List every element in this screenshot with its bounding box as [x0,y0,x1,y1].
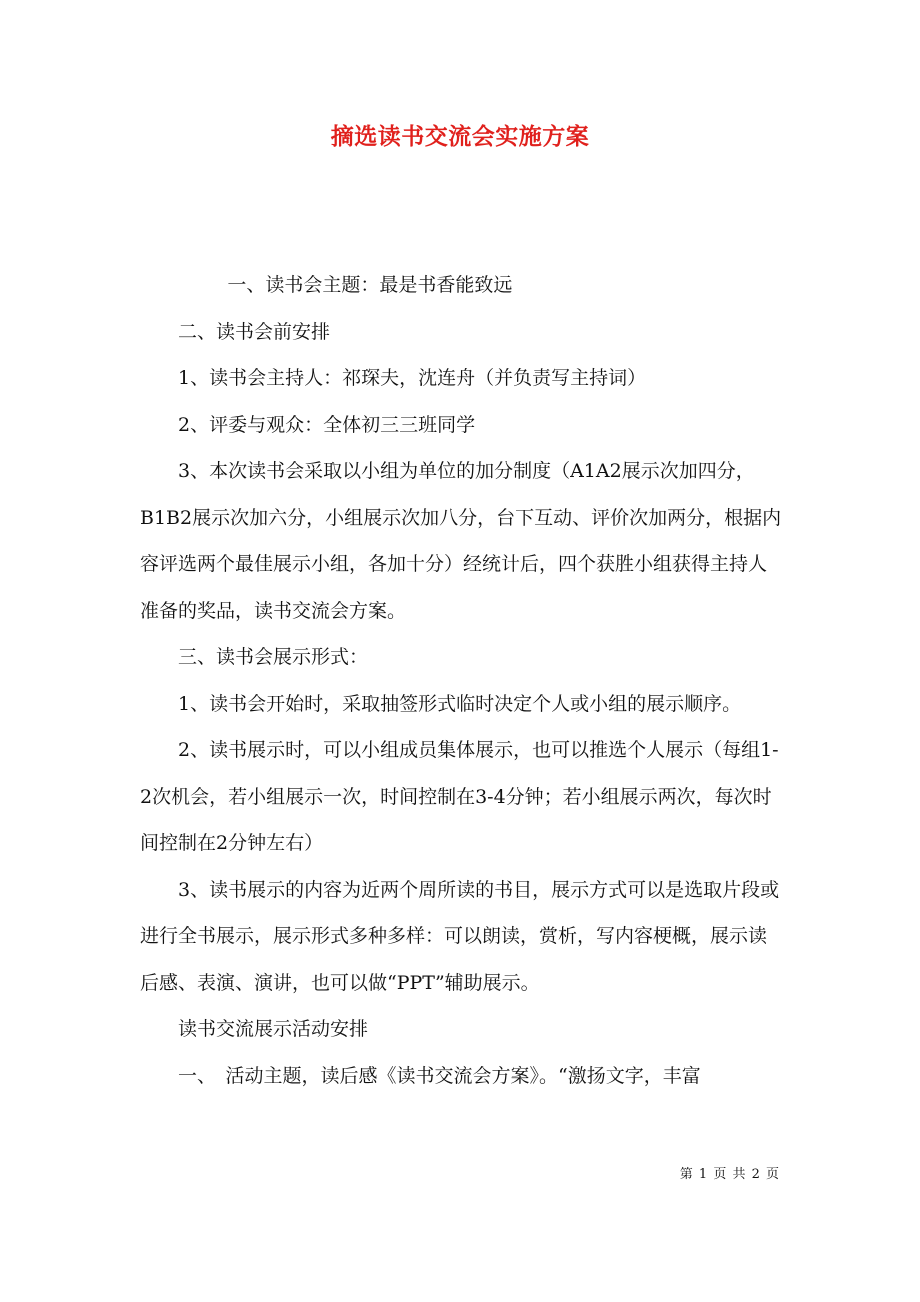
paragraph-judges: 2、评委与观众：全体初三三班同学 [178,413,476,436]
paragraph-pre-arrangement-heading: 二、读书会前安排 [178,320,331,343]
document-body [140,262,785,1099]
paragraph-presentation-rules: 2、读书展示时，可以小组成员集体展示，也可以推选个人展示（每组1-2次机会，若小组展示一次，时间控制在3-4分钟；若小组展示两次，每次时间控制在2分钟左右） [140,739,779,854]
paragraph-hosts: 1、读书会主持人：祁琛夫，沈连舟（并负责写主持词） [178,367,647,389]
paragraph-content-rules: 3、读书展示的内容为近两个周所读的书目，展示方式可以是选取片段或进行全书展示，展示形式多种多样：可以朗读，赏析，写内容梗概，展示读后感、表演、演讲，也可以做“PPT”辅助展示。 [140,878,780,994]
paragraph-format-heading: 三、读书会展示形式： [178,646,369,668]
paragraph-draw-order: 1、读书会开始时，采取抽签形式临时决定个人或小组的展示顺序。 [178,692,742,715]
paragraph-activity-theme: 一、 活动主题，读后感《读书交流会方案》。“激扬文字，丰富 [178,1064,701,1087]
paragraph-theme: 一、读书会主题：最是书香能致远 [227,274,513,296]
page-footer: 第 1 页 共 2 页 [679,1167,780,1182]
document-title: 摘选读书交流会实施方案 [330,123,590,150]
paragraph-scoring: 3、本次读书会采取以小组为单位的加分制度（A1A2展示次加四分，B1B2展示次加六分，小组展示次加八分，台下互动、评价次加两分，根据内容评选两个最佳展示小组，各加十分）经统计后，四个获胜小组获得主持人准备的奖品，读书交流会方案。 [140,460,782,622]
paragraph-activity-heading: 读书交流展示活动安排 [178,1018,369,1040]
